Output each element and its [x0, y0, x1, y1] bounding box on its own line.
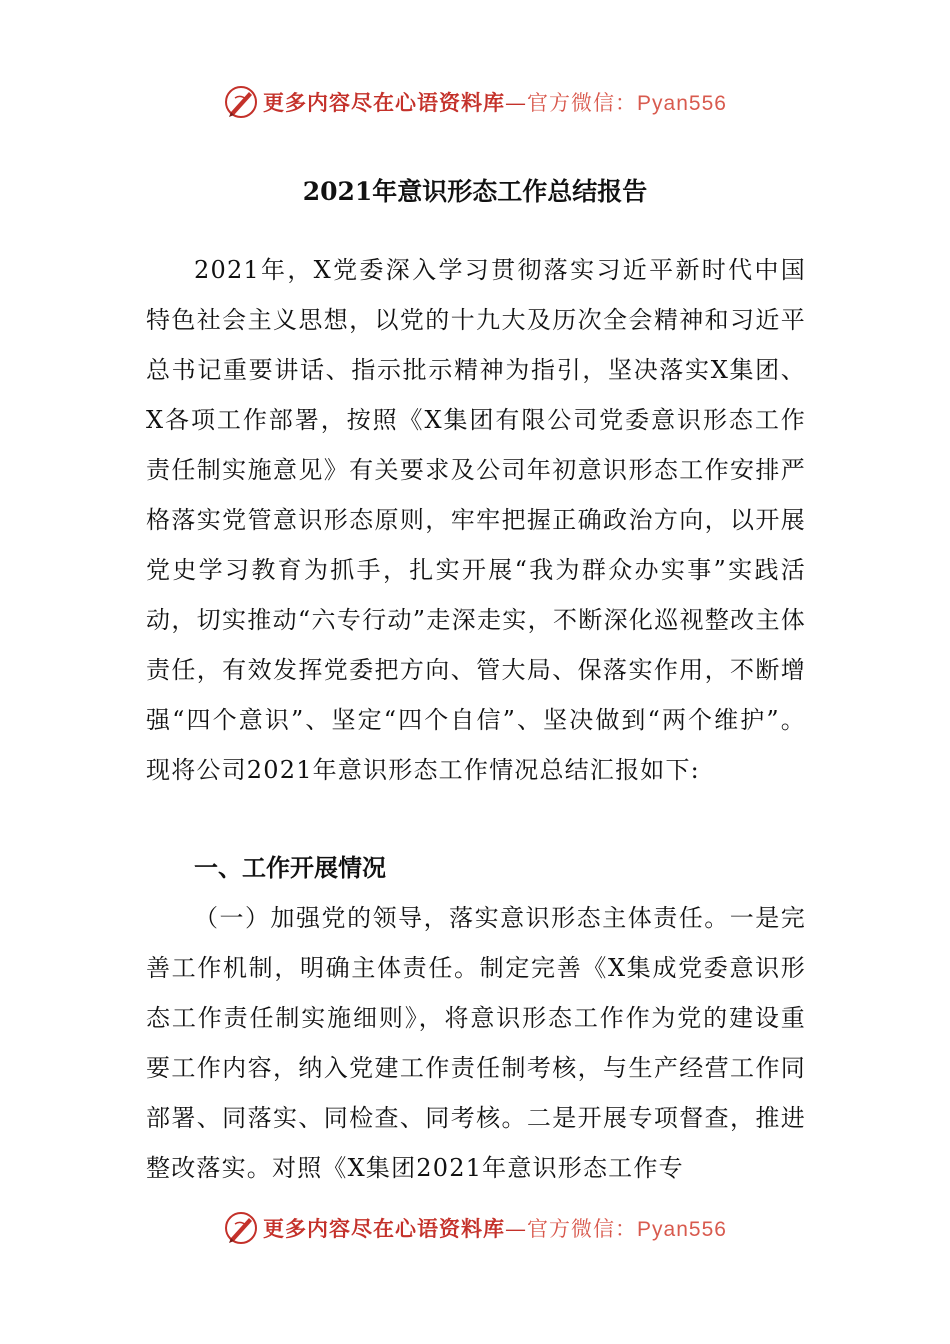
- footer-watermark: [0, 1208, 950, 1248]
- watermark-text: 更多内容尽在心语资料库—官方微信：Pyan556: [263, 1216, 727, 1241]
- watermark-text: 更多内容尽在心语资料库—官方微信：Pyan556: [263, 90, 727, 115]
- document-title: 2021年意识形态工作总结报告: [302, 177, 648, 206]
- section-paragraph: （一）加强党的领导，落实意识形态主体责任。一是完善工作机制，明确主体责任。制定完善《X集成党委意识形态工作责任制实施细则》，将意识形态工作作为党的建设重要工作内容，纳入党建工作责任制考核，与生产经营工作同部署、同落实、同检查、同考核。二是开展专项督查，推进整改落实。对照《X集团2021年意识形态工作专: [146, 904, 806, 1182]
- intro-paragraph: 2021年，X党委深入学习贯彻落实习近平新时代中国特色社会主义思想，以党的十九大及历次全会精神和习近平总书记重要讲话、指示批示精神为指引，坚决落实X集团、X各项工作部署，按照《X集团有限公司党委意识形态工作责任制实施意见》有关要求及公司年初意识形态工作安排严格落实党管意识形态原则，牢牢把握正确政治方向，以开展党史学习教育为抓手，扎实开展“我为群众办实事”实践活动，切实推动“六专行动”走深走实，不断深化巡视整改主体责任，有效发挥党委把方向、管大局、保落实作用，不断增强“四个意识”、坚定“四个自信”、坚决做到“两个维护”。现将公司2021年意识形态工作情况总结汇报如下:: [146, 256, 806, 784]
- pen-logo-icon: [223, 1210, 259, 1246]
- pen-logo-icon: [223, 84, 259, 120]
- section-heading: 一、工作开展情况: [194, 854, 386, 882]
- header-watermark: [0, 82, 950, 122]
